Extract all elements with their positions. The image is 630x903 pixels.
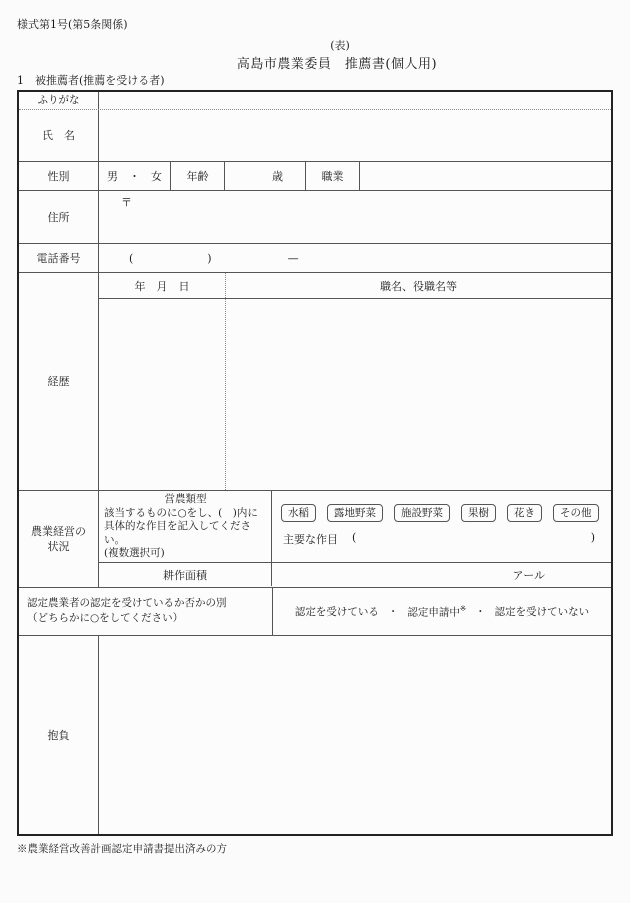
- phone-label-text: 電話番号: [36, 251, 81, 265]
- furigana-row: [19, 92, 611, 110]
- phone-dash: —: [287, 251, 299, 265]
- cultivated-area-label: 耕作面積: [99, 563, 272, 586]
- name-label: [19, 110, 99, 161]
- farming-status-area: [99, 491, 611, 587]
- career-title-input-area: [226, 299, 611, 490]
- certification-option-applying-text: 認定申請中: [407, 606, 460, 619]
- main-crop-input-area: [356, 531, 590, 547]
- age-label: 年齢: [171, 162, 225, 190]
- cultivated-area-subrow: [99, 563, 611, 586]
- certification-question-line2: （どちらかに○をしてください）: [27, 612, 184, 624]
- certification-option-not-certified: 認定を受けていない: [494, 606, 590, 618]
- aspiration-row: [19, 635, 611, 834]
- phone-row: [19, 243, 611, 272]
- career-area: [99, 273, 611, 490]
- cultivated-area-unit: アール: [512, 568, 545, 582]
- career-label-text: 経歴: [47, 375, 70, 388]
- document-title: 高島市農業委員 推薦書(個人用): [236, 57, 438, 72]
- address-label: [19, 191, 99, 243]
- crop-type-option: 露地野菜: [327, 504, 383, 522]
- gender-label: [19, 162, 99, 190]
- form-number: 様式第1号(第5条関係): [17, 18, 128, 31]
- address-label-text: 住所: [47, 210, 70, 224]
- phone-paren-open: (: [129, 251, 134, 265]
- career-header: [99, 273, 611, 299]
- name-input-area: [99, 110, 611, 161]
- career-row: [19, 272, 611, 490]
- crop-type-option: 施設野菜: [394, 504, 450, 522]
- farming-type-subrow: [99, 491, 611, 563]
- crop-type-option: 花き: [507, 504, 542, 522]
- career-date-header: 年 月 日: [99, 273, 226, 298]
- postal-mark: 〒: [121, 196, 132, 209]
- gender-label-text: 性別: [47, 169, 70, 183]
- recommendation-form-table: [17, 90, 613, 836]
- address-input-area: [99, 191, 611, 243]
- aspiration-label-text: 抱負: [47, 728, 70, 742]
- farming-status-label-text: 農業経営の状況: [31, 525, 86, 553]
- career-title-header: 職名、役職名等: [380, 279, 457, 293]
- occupation-input-area: [360, 162, 611, 190]
- name-row: [19, 110, 611, 161]
- main-crop-line: [283, 531, 595, 547]
- name-label-text: 氏 名: [42, 129, 75, 142]
- career-date-input-area: [99, 299, 226, 490]
- furigana-label-text: ふりがな: [37, 94, 80, 106]
- main-crop-label: 主要な作目: [283, 533, 338, 546]
- farming-type-instructions: [99, 491, 272, 562]
- crop-type-option: その他: [553, 504, 599, 522]
- crop-type-options: [281, 504, 611, 522]
- certification-asterisk: ※: [459, 603, 467, 613]
- certification-option-certified: 認定を受けている: [294, 606, 379, 618]
- gender-age-occupation-row: [19, 161, 611, 190]
- gender-value: 男 ・ 女: [99, 162, 171, 190]
- aspiration-label: [19, 636, 99, 834]
- crop-type-option: 水稲: [281, 504, 316, 522]
- phone-paren-close: ): [207, 251, 212, 265]
- career-body: [99, 299, 611, 490]
- farming-type-note2: (複数選択可): [104, 547, 165, 560]
- certification-option-applying: [407, 604, 466, 620]
- phone-label: [19, 244, 99, 272]
- farming-status-label: [19, 491, 99, 587]
- certification-options: [273, 588, 611, 635]
- farming-type-note: 該当するものに○をし、( )内に具体的な作目を記入してください。: [104, 506, 258, 546]
- occupation-label: 職業: [306, 162, 360, 190]
- certification-separator: ・: [387, 606, 399, 618]
- farming-type-options-area: [272, 491, 611, 562]
- aspiration-input-area: [99, 636, 611, 834]
- furigana-label: [19, 92, 99, 109]
- certification-separator2: ・: [475, 606, 486, 618]
- career-label: [19, 273, 99, 490]
- certification-question-line1: 認定農業者の認定を受けているか否かの別: [27, 597, 227, 609]
- footnote: ※農業経営改善計画認定申請書提出済みの方: [17, 843, 227, 855]
- sheet-side-label: (表): [330, 39, 350, 52]
- main-crop-paren-open: (: [352, 531, 357, 544]
- address-row: [19, 190, 611, 243]
- age-unit: 歳: [225, 162, 306, 190]
- furigana-input-area: [99, 92, 611, 109]
- crop-type-option: 果樹: [461, 504, 496, 522]
- farming-type-title: 営農類型: [164, 493, 207, 505]
- farming-status-row: [19, 490, 611, 587]
- main-crop-paren-close: ): [590, 531, 595, 544]
- section-heading: 1 被推薦者(推薦を受ける者): [17, 74, 165, 87]
- certification-question: [19, 588, 273, 635]
- phone-input-area: [99, 244, 611, 272]
- certification-row: [19, 587, 611, 635]
